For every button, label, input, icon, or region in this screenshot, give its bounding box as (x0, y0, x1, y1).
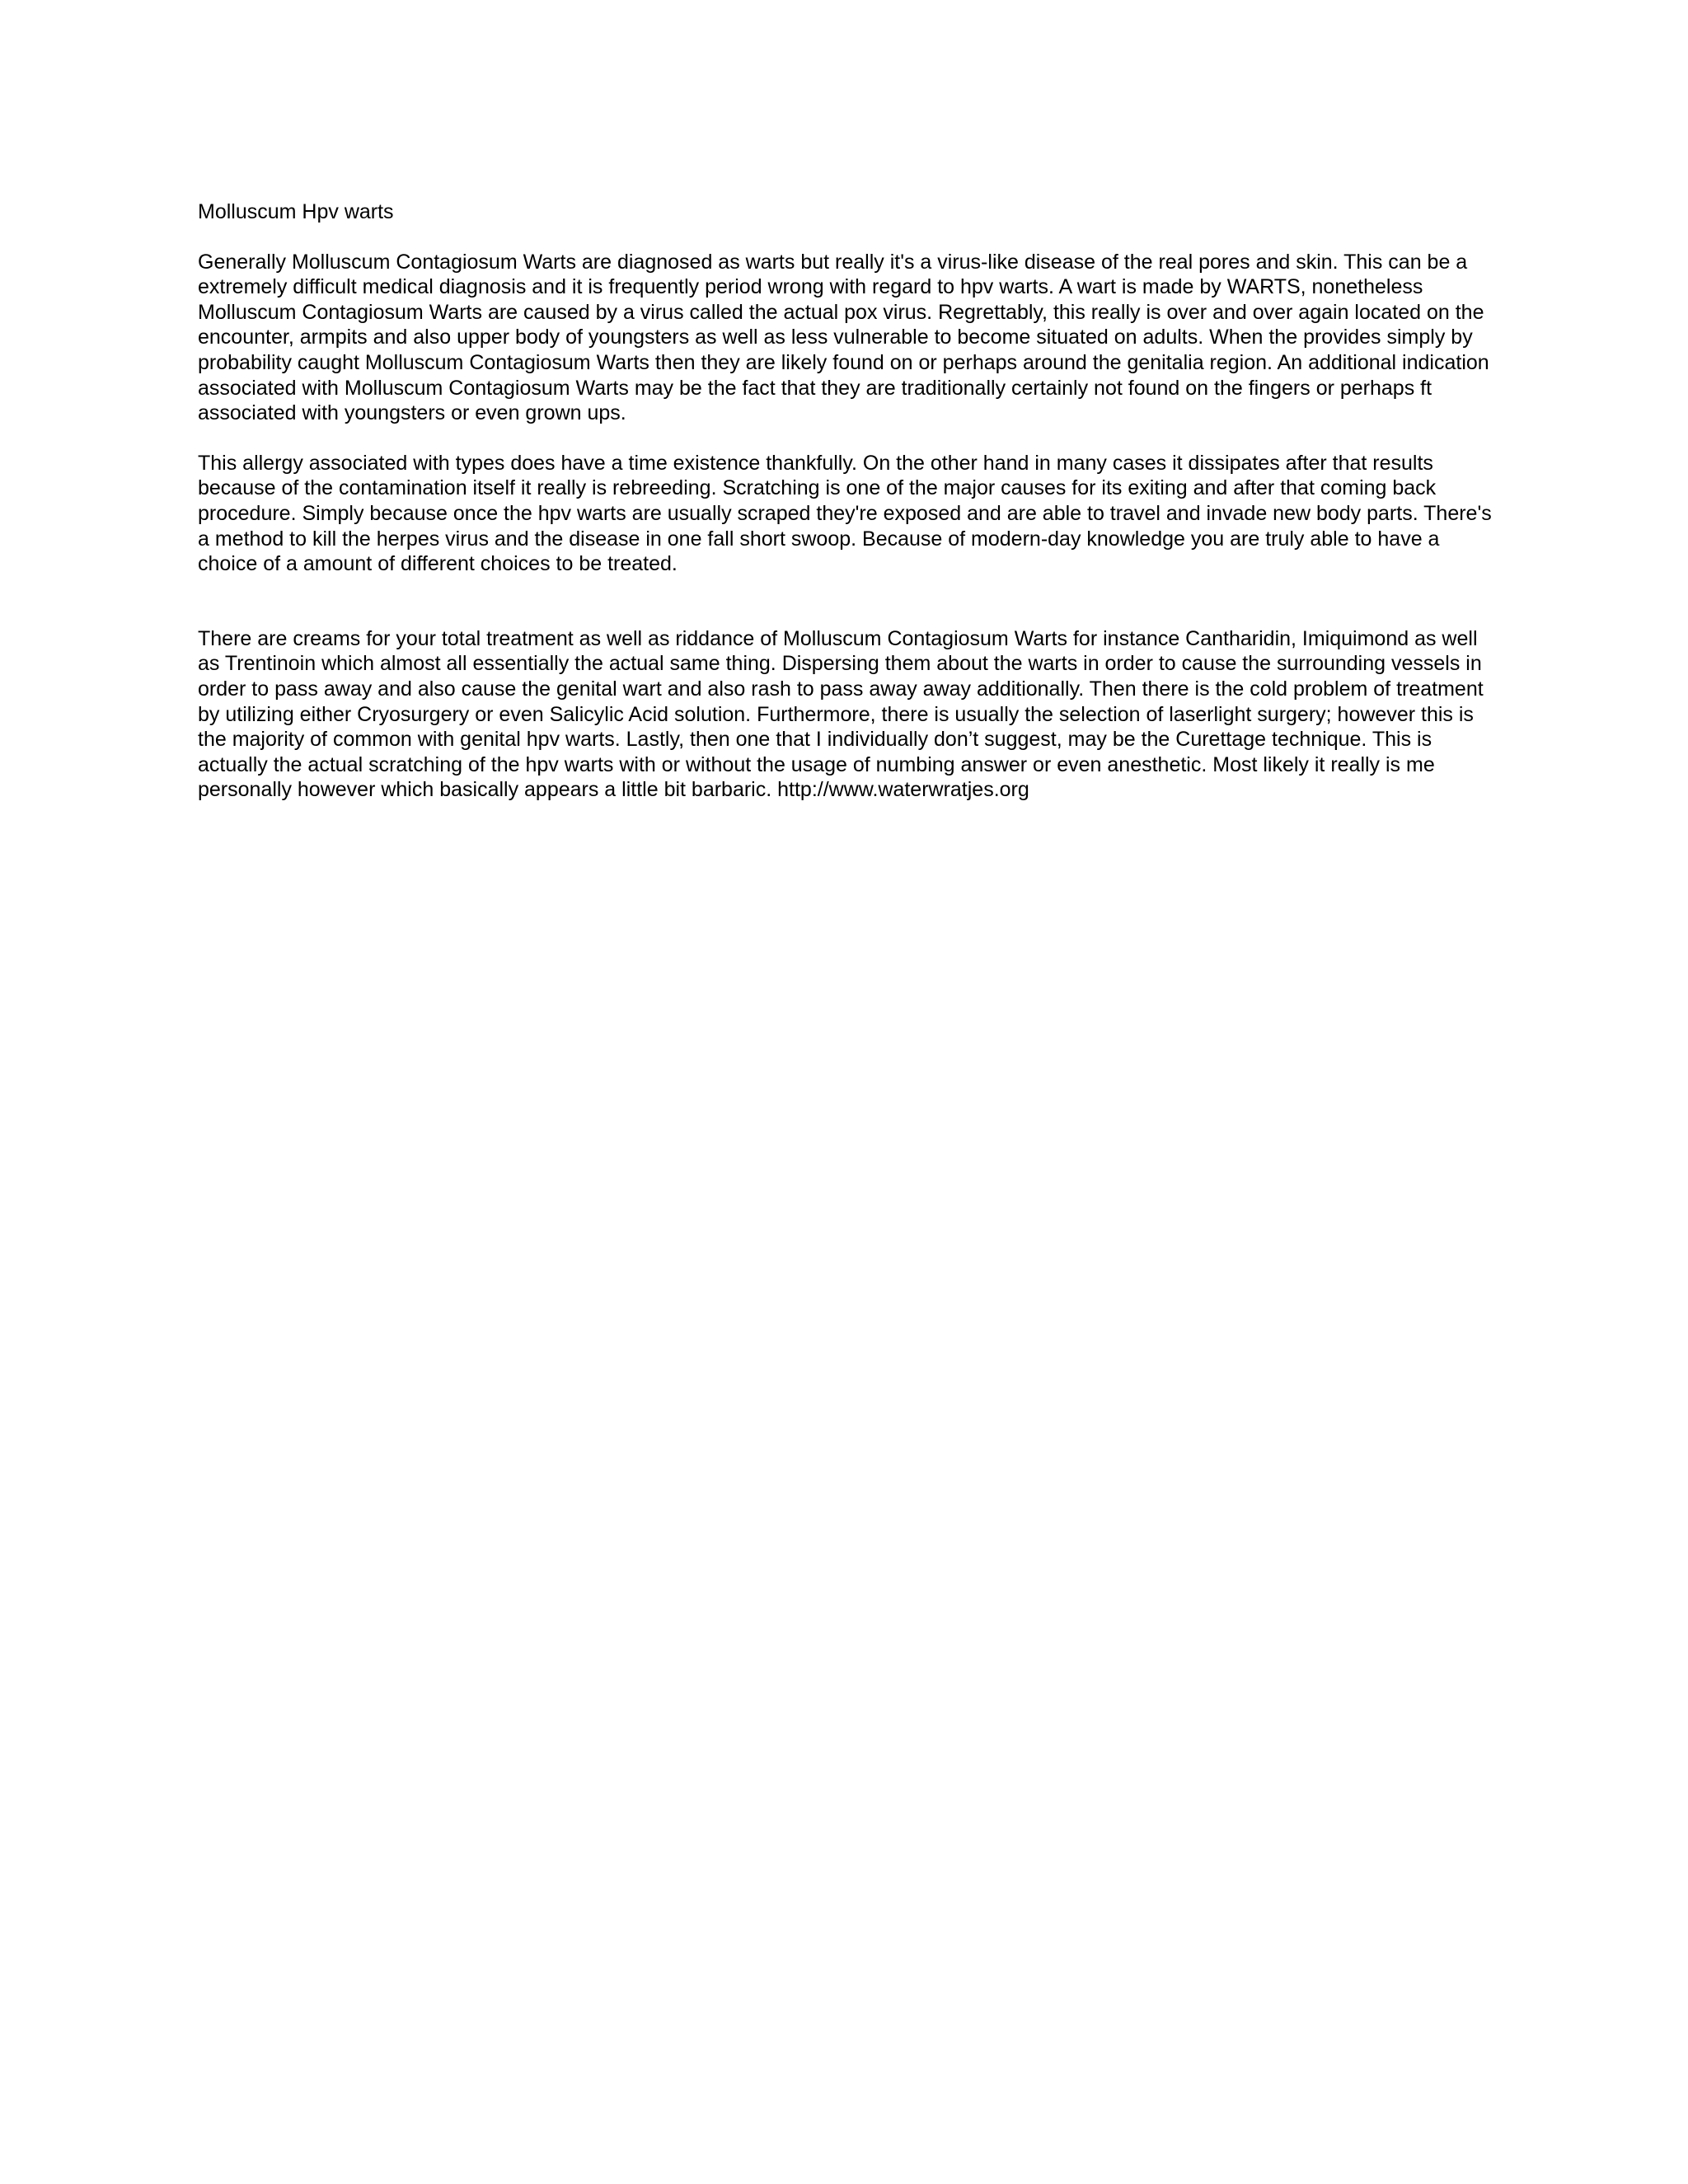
document-title: Molluscum Hpv warts (198, 200, 394, 223)
paragraph-1: Generally Molluscum Contagiosum Warts are diagnosed as warts but really it's a virus-like disease of the real pores and skin. This can be a extremely difficult medical diagnosis and it is frequently period wrong with regard to hpv warts. A wart is made by WARTS, nonetheless Molluscum Contagiosum Warts are caused by a virus called the actual pox virus. Regrettably, this really is over and over again located on the encounter, armpits and also upper body of youngsters as well as less vulnerable to become situated on adults. When the provides simply by probability caught Molluscum Contagiosum Warts then they are likely found on or perhaps around the genitalia region. An additional indication associated with Molluscum Contagiosum Warts may be the fact that they are traditionally certainly not found on the fingers or perhaps ft associated with youngsters or even grown ups. (198, 250, 1489, 425)
paragraph-2: This allergy associated with types does have a time existence thankfully. On the other hand in many cases it dissipates after that results because of the contamination itself it really is rebreeding. Scratching is one of the major causes for its exiting and after that coming back procedure. Simply because once the hpv warts are usually scraped they're exposed and are able to travel and invade new body parts. There's a method to kill the herpes virus and the disease in one fall short swoop. Because of modern-day knowledge you are truly able to have a choice of a amount of different choices to be treated. (198, 451, 1492, 576)
paragraph-3: There are creams for your total treatment as well as riddance of Molluscum Contagiosum Warts for instance Cantharidin, Imiquimond as well as Trentinoin which almost all essentially the actual same thing. Dispersing them about the warts in order to cause the surrounding vessels in order to pass away and also cause the genital wart and also rash to pass away away additionally. Then there is the cold problem of treatment by utilizing either Cryosurgery or even Salicylic Acid solution. Furthermore, there is usually the selection of laserlight surgery; however this is the majority of common with genital hpv warts. Lastly, then one that I individually don’t suggest, may be the Curettage technique. This is actually the actual scratching of the hpv warts with or without the usage of numbing answer or even anesthetic. Most likely it really is me personally however which basically appears a little bit barbaric. http://www.waterwratjes.org (198, 626, 1484, 802)
document-body (198, 199, 1492, 803)
